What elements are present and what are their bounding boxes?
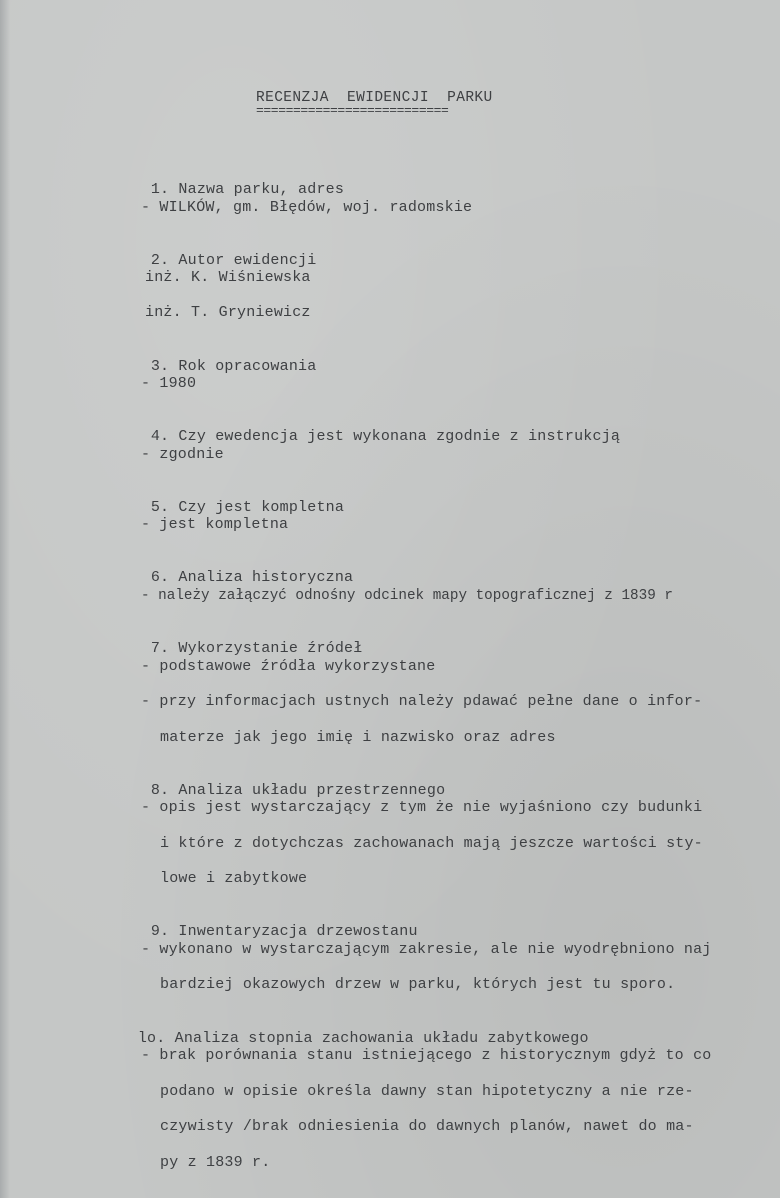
item-line: lowe i zabytkowe bbox=[160, 870, 308, 887]
item-line: - podstawowe źródła wykorzystane bbox=[141, 658, 436, 675]
item-line: - WILKÓW, gm. Błędów, woj. radomskie bbox=[141, 199, 473, 216]
item-line: - należy załączyć odnośny odcinek mapy topograficznej z 1839 r bbox=[141, 588, 673, 604]
item-line: czywisty /brak odniesienia do dawnych planów, nawet do ma- bbox=[160, 1118, 694, 1135]
item-line: - opis jest wystarczający z tym że nie wyjaśniono czy budunki bbox=[141, 799, 703, 816]
item-line: py z 1839 r. bbox=[160, 1154, 271, 1171]
item-heading: Autor ewidencji bbox=[178, 252, 317, 269]
item-heading: Analiza historyczna bbox=[178, 569, 354, 586]
page-shadow-edge bbox=[0, 0, 10, 1198]
item-line: inż. T. Gryniewicz bbox=[145, 304, 311, 321]
item-number: 9. bbox=[150, 923, 170, 940]
item-line: - 1980 bbox=[141, 375, 197, 392]
item-line: inż. K. Wiśniewska bbox=[145, 269, 311, 286]
item-heading: Rok opracowania bbox=[178, 358, 317, 375]
item-line: - zgodnie bbox=[141, 446, 224, 463]
item-line: bardziej okazowych drzew w parku, których jest tu sporo. bbox=[160, 976, 676, 993]
item-heading: Czy ewedencja jest wykonana zgodnie z instrukcją bbox=[178, 428, 621, 445]
item-line: - brak porównania stanu istniejącego z historycznym gdyż to co bbox=[141, 1047, 712, 1064]
item-line: - przy informacjach ustnych należy pdawać pełne dane o infor- bbox=[141, 693, 703, 710]
item-number: 3. bbox=[150, 358, 170, 375]
item-line: i które z dotychczas zachowanach mają jeszcze wartości sty- bbox=[160, 835, 703, 852]
item-number: 5. bbox=[150, 499, 170, 516]
item-heading: Analiza układu przestrzennego bbox=[178, 782, 446, 799]
document-header bbox=[256, 90, 536, 118]
item-line: materze jak jego imię i nazwisko oraz adres bbox=[160, 729, 556, 746]
document-title: RECENZJA EWIDENCJI PARKU bbox=[256, 90, 493, 106]
item-number: 2. bbox=[150, 252, 170, 269]
item-line: podano w opisie określa dawny stan hipotetyczny a nie rze- bbox=[160, 1083, 694, 1100]
item-number: 8. bbox=[150, 782, 170, 799]
item-number: 7. bbox=[150, 640, 170, 657]
item-heading: Nazwa parku, adres bbox=[178, 181, 345, 198]
item-number: 6. bbox=[150, 569, 170, 586]
item-number: 4. bbox=[150, 428, 170, 445]
item-heading: Inwentaryzacja drzewostanu bbox=[178, 923, 418, 940]
item-heading: Wykorzystanie źródeł bbox=[178, 640, 363, 657]
item-number: 1. bbox=[150, 181, 170, 198]
item-line: - wykonano w wystarczającym zakresie, ale nie wyodrębniono naj bbox=[141, 941, 712, 958]
item-heading: Analiza stopnia zachowania układu zabytkowego bbox=[174, 1030, 589, 1047]
item-number: lo. bbox=[137, 1030, 166, 1047]
item-line: - jest kompletna bbox=[141, 516, 289, 533]
title-underline: ========================== bbox=[256, 103, 449, 118]
item-heading: Czy jest kompletna bbox=[178, 499, 345, 516]
